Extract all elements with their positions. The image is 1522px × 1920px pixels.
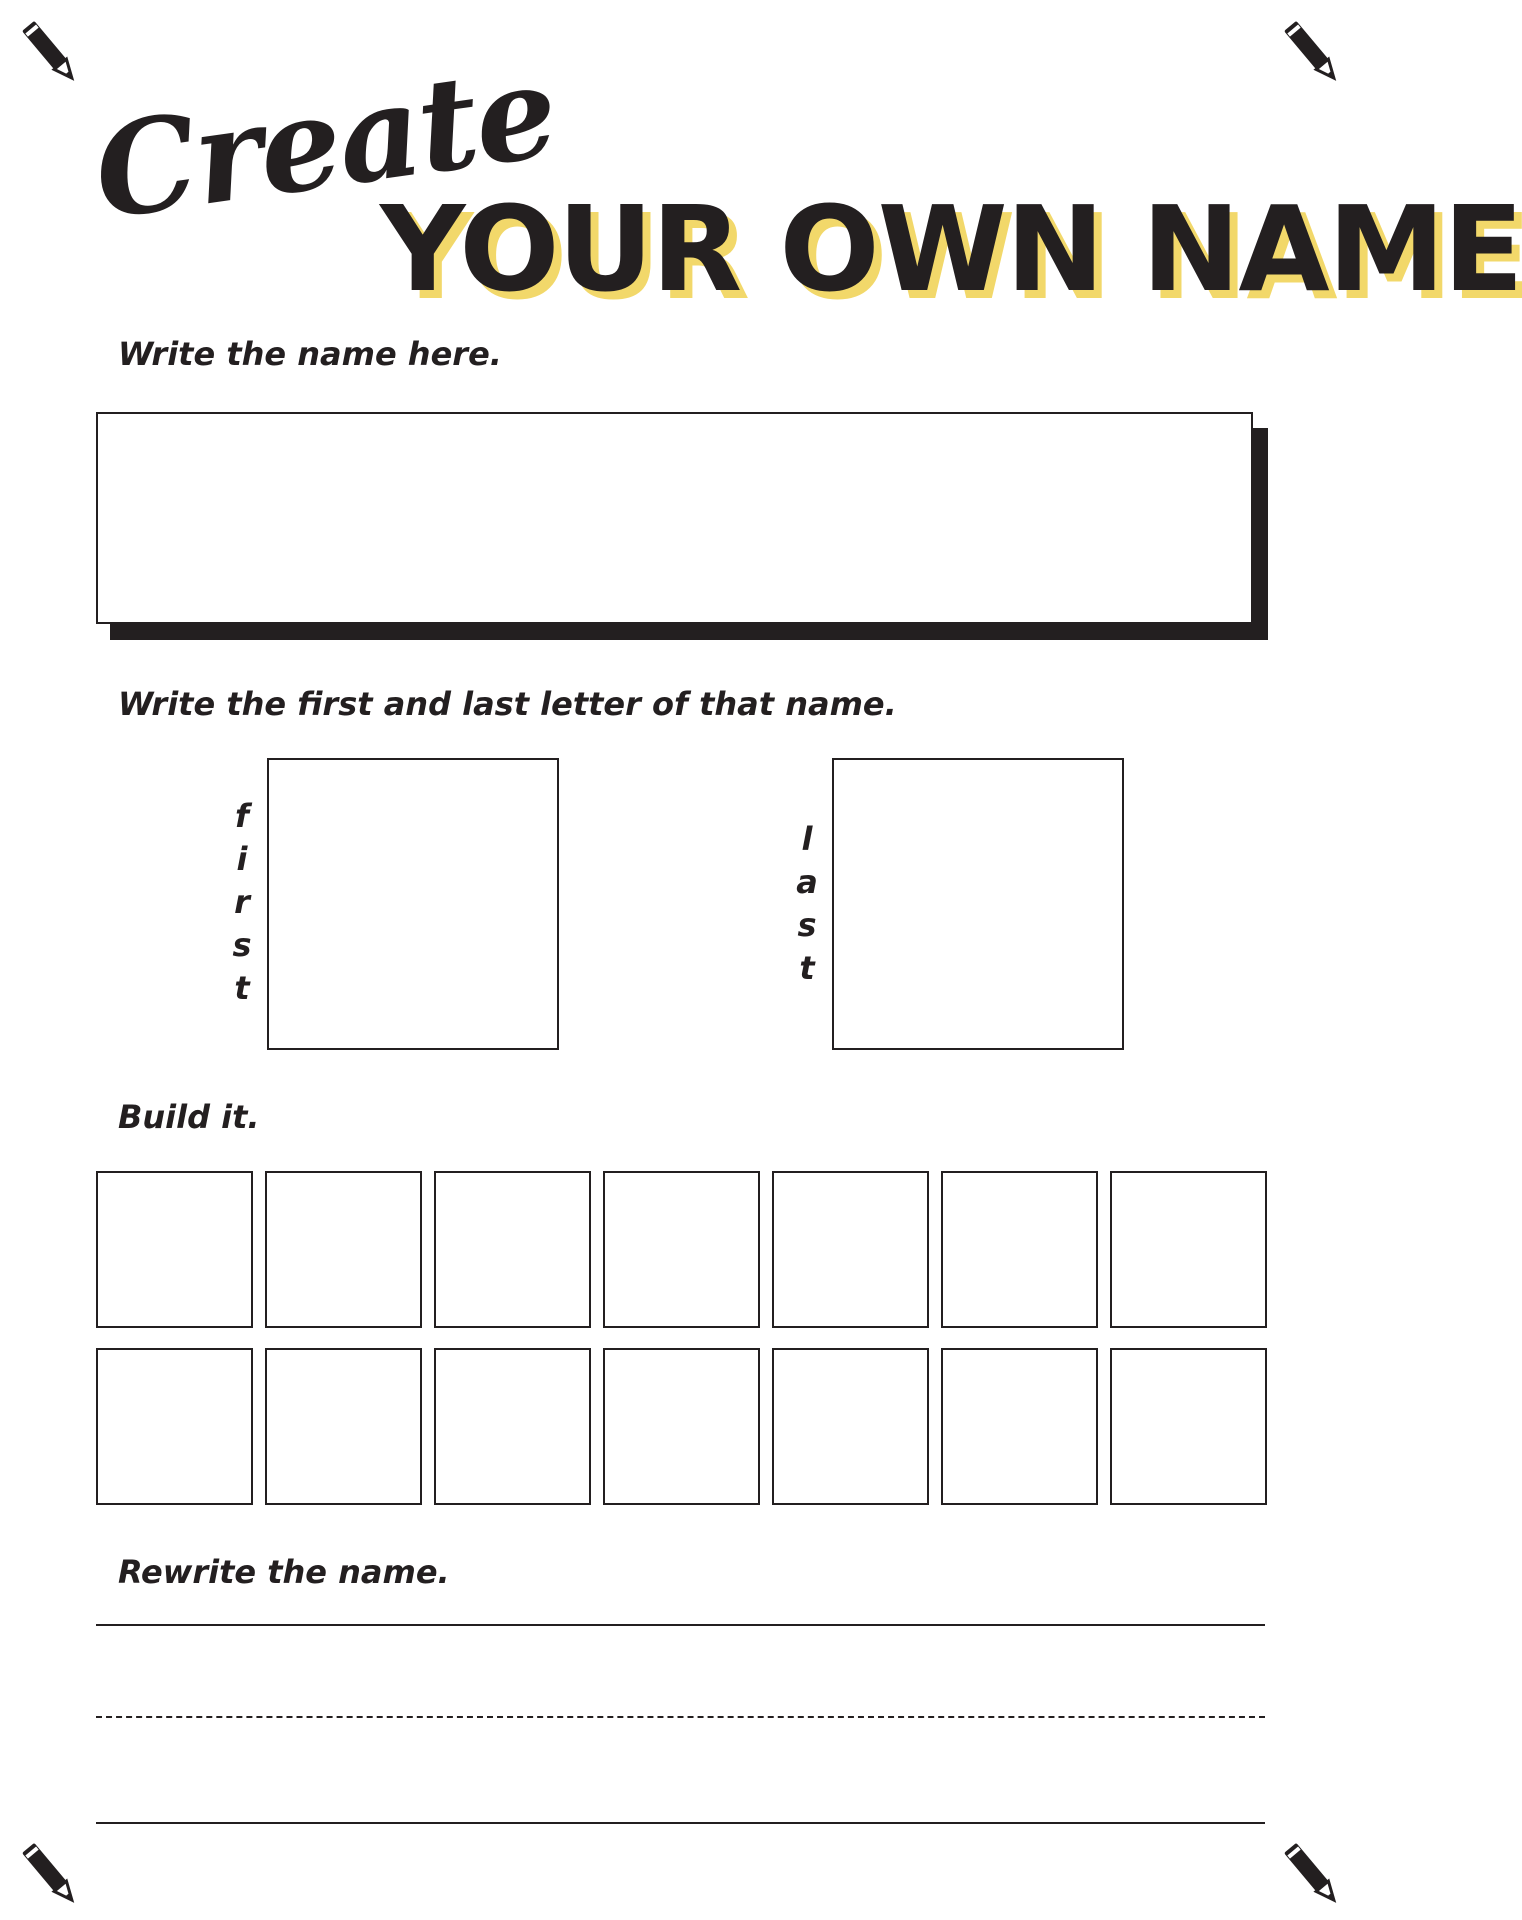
letter-cell[interactable] (603, 1171, 760, 1328)
label-char: t (799, 949, 815, 987)
label-char: s (232, 926, 252, 964)
handwriting-mid-line[interactable] (96, 1716, 1265, 1718)
letter-cell[interactable] (603, 1348, 760, 1505)
first-letter-box[interactable] (267, 758, 559, 1050)
letter-cell[interactable] (434, 1348, 591, 1505)
label-char: t (234, 969, 250, 1007)
letter-cell[interactable] (96, 1348, 253, 1505)
prompt-write-name: Write the name here. (118, 335, 502, 373)
label-char: s (797, 906, 817, 944)
name-writing-box[interactable] (96, 412, 1253, 624)
letter-cell[interactable] (434, 1171, 591, 1328)
letter-cell[interactable] (941, 1171, 1098, 1328)
pencil-icon (10, 1834, 90, 1914)
prompt-rewrite: Rewrite the name. (118, 1553, 450, 1591)
handwriting-top-line[interactable] (96, 1624, 1265, 1626)
pencil-icon (10, 12, 90, 92)
letter-cell[interactable] (265, 1348, 422, 1505)
page-title: YOUR OWN NAME (380, 180, 1522, 318)
last-letter-box[interactable] (832, 758, 1124, 1050)
letter-cell[interactable] (1110, 1171, 1267, 1328)
prompt-first-last: Write the first and last letter of that name. (118, 685, 897, 723)
build-grid (96, 1171, 1265, 1505)
last-letter-label (787, 818, 827, 990)
letter-cell[interactable] (772, 1171, 929, 1328)
label-char: a (796, 863, 818, 901)
title-script-word: Create (85, 36, 565, 249)
pencil-icon (1272, 12, 1352, 92)
prompt-build: Build it. (118, 1098, 260, 1136)
handwriting-base-line[interactable] (96, 1822, 1265, 1824)
label-char: r (234, 883, 250, 921)
label-char: i (236, 840, 248, 878)
label-char: l (801, 820, 813, 858)
letter-cell[interactable] (1110, 1348, 1267, 1505)
letter-cell[interactable] (772, 1348, 929, 1505)
label-char: f (235, 797, 249, 835)
first-letter-label (222, 795, 262, 1010)
letter-cell[interactable] (96, 1171, 253, 1328)
letter-cell[interactable] (941, 1348, 1098, 1505)
letter-cell[interactable] (265, 1171, 422, 1328)
pencil-icon (1272, 1834, 1352, 1914)
